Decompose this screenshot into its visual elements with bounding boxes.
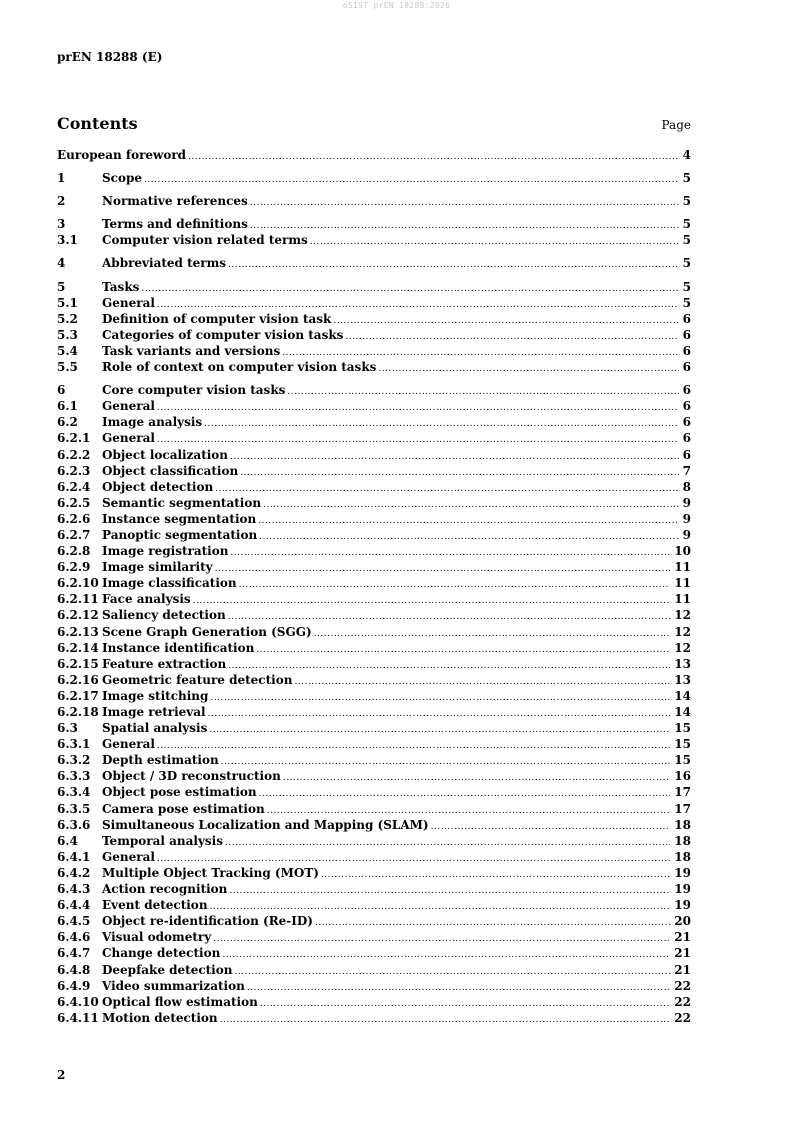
toc-entry-page: 8	[682, 479, 691, 494]
toc-entry[interactable]	[57, 607, 691, 623]
toc-entry[interactable]	[57, 398, 691, 414]
toc-entry-page: 11	[674, 560, 691, 575]
toc-entry-page: 19	[674, 882, 691, 897]
toc-entry-page: 13	[674, 656, 691, 671]
toc-entry[interactable]	[57, 704, 691, 720]
toc-entry-number: 6.2.2	[57, 447, 91, 462]
toc-entry-number: 6.4.3	[57, 882, 91, 897]
toc-entry-title: Instance segmentation	[102, 511, 257, 526]
toc-entry[interactable]	[57, 720, 691, 736]
toc-entry[interactable]	[57, 311, 691, 327]
contents-heading: Contents	[57, 114, 138, 133]
toc-entry-title: Simultaneous Localization and Mapping (SLAM)	[102, 817, 429, 832]
toc-entry[interactable]	[57, 447, 691, 463]
toc-entry-title: Image stitching	[102, 688, 209, 703]
toc-entry-title: Image registration	[102, 544, 229, 559]
toc-entry-page: 6	[682, 360, 691, 375]
toc-entry-page: 6	[682, 383, 691, 398]
toc-entry-page: 9	[682, 511, 691, 526]
toc-entry[interactable]	[57, 768, 691, 784]
toc-entry-title: Change detection	[102, 946, 221, 961]
toc-entry-title: Image retrieval	[102, 705, 206, 719]
toc-entry-page: 10	[674, 544, 691, 559]
dot-leader	[220, 1012, 671, 1028]
toc-entry-page: 5	[682, 217, 691, 232]
toc-entry-title: Event detection	[102, 898, 208, 913]
toc-entry-page: 20	[674, 914, 691, 929]
toc-entry[interactable]	[57, 343, 691, 359]
toc-entry-number: 6.4.9	[57, 978, 91, 993]
toc-entry-page: 17	[674, 801, 691, 816]
toc-entry-title: Image classification	[102, 576, 237, 591]
toc-entry-number: 6.4.2	[57, 865, 91, 880]
toc-entry-title: General	[102, 295, 155, 310]
toc-entry-number: 6.2.7	[57, 527, 91, 542]
toc-entry-page: 6	[682, 447, 691, 462]
toc-entry-title: Visual odometry	[102, 930, 212, 945]
toc-entry[interactable]	[57, 430, 691, 446]
toc-entry-number: 6.1	[57, 399, 78, 414]
toc-entry-page: 16	[674, 769, 691, 784]
toc-entry-number: 6.4.11	[57, 1010, 99, 1025]
toc-entry-number: 6.3	[57, 721, 78, 736]
toc-entry-title: Scene Graph Generation (SGG)	[102, 624, 312, 639]
toc-entry-page: 21	[674, 962, 691, 977]
toc-entry-page: 12	[674, 640, 691, 655]
toc-entry-title: Multiple Object Tracking (MOT)	[102, 865, 319, 880]
toc-entry[interactable]	[57, 817, 691, 833]
toc-entry[interactable]	[57, 897, 691, 913]
dot-leader	[310, 234, 679, 250]
toc-entry[interactable]	[57, 527, 691, 543]
toc-entry[interactable]	[57, 479, 691, 495]
toc-entry-page: 18	[674, 817, 691, 832]
toc-entry-page: 21	[674, 930, 691, 945]
toc-entry-number: 6.3.3	[57, 769, 91, 784]
toc-entry-title: Object pose estimation	[102, 785, 257, 800]
toc-entry[interactable]	[57, 752, 691, 768]
toc-entry-number: 6.2.10	[57, 576, 99, 591]
toc-entry-page: 5	[682, 279, 691, 294]
toc-entry-title: Object detection	[102, 479, 214, 494]
toc-entry-page: 4	[682, 148, 691, 162]
toc-entry-page: 15	[674, 737, 691, 752]
toc-entry[interactable]	[57, 640, 691, 656]
toc-entry-number: 6.2.9	[57, 560, 91, 575]
dot-leader	[250, 195, 679, 211]
toc-entry[interactable]	[57, 688, 691, 704]
toc-entry[interactable]	[57, 359, 691, 375]
dot-leader	[228, 257, 679, 273]
toc-entry-title: Depth estimation	[102, 753, 219, 768]
toc-entry-page: 18	[674, 849, 691, 864]
page-column-label: Page	[661, 118, 691, 132]
toc-entry-number: 6.2.15	[57, 656, 99, 671]
toc-entry-page: 14	[674, 688, 691, 703]
toc-entry-number: 6.2.6	[57, 511, 91, 526]
toc-entry[interactable]	[57, 672, 691, 688]
toc-entry[interactable]	[57, 849, 691, 865]
toc-entry-number: 6.4.7	[57, 946, 91, 961]
toc-entry[interactable]	[57, 543, 691, 559]
toc-entry-number: 6.4.10	[57, 994, 99, 1009]
toc-entry-number: 1	[57, 171, 66, 186]
page-number: 2	[57, 1068, 66, 1082]
toc-entry-page: 6	[682, 327, 691, 342]
toc-entry-title: Panoptic segmentation	[102, 527, 258, 542]
toc-entry-title: General	[102, 431, 155, 446]
toc-entry[interactable]	[57, 463, 691, 479]
toc-entry[interactable]	[57, 945, 691, 961]
toc-entry-number: 5	[57, 279, 66, 294]
toc-entry[interactable]	[57, 327, 691, 343]
toc-entry-title: Deepfake detection	[102, 962, 233, 977]
toc-entry-number: 6.4	[57, 833, 78, 848]
toc-entry-title: General	[102, 849, 155, 864]
toc-entry-number: 6.2.3	[57, 463, 91, 478]
toc-entry-page: 11	[674, 592, 691, 607]
toc-entry[interactable]	[57, 170, 691, 186]
toc-entry-page: 12	[674, 608, 691, 623]
toc-entry-title: Action recognition	[102, 882, 228, 897]
toc-entry-number: 6.4.6	[57, 930, 91, 945]
toc-entry-number: 4	[57, 256, 66, 271]
toc-entry[interactable]	[57, 833, 691, 849]
toc-entry-title: Role of context on computer vision tasks	[102, 360, 377, 375]
toc-entry[interactable]	[57, 784, 691, 800]
toc-entry-title: European foreword	[57, 148, 187, 162]
dot-leader	[144, 172, 679, 188]
toc-entry-page: 15	[674, 753, 691, 768]
toc-entry-title: Computer vision related terms	[102, 233, 308, 248]
toc-entry-title: Scope	[102, 171, 143, 186]
toc-entry-page: 5	[682, 194, 691, 209]
toc-entry[interactable]	[57, 255, 691, 271]
toc-entry[interactable]	[57, 994, 691, 1010]
toc-entry[interactable]	[57, 656, 691, 672]
toc-entry-number: 5.1	[57, 295, 78, 310]
toc-entry-title: General	[102, 399, 155, 414]
document-identifier: prEN 18288 (E)	[57, 50, 163, 64]
toc-entry-title: Feature extraction	[102, 656, 227, 671]
toc-entry[interactable]	[57, 1010, 691, 1026]
toc-entry-number: 6.2.16	[57, 672, 99, 687]
toc-entry-page: 6	[682, 311, 691, 326]
toc-entry-page: 19	[674, 898, 691, 913]
toc-entry-page: 6	[682, 399, 691, 414]
toc-entry[interactable]	[57, 736, 691, 752]
toc-entry-page: 9	[682, 527, 691, 542]
toc-entry[interactable]	[57, 382, 691, 398]
toc-entry-number: 6.2.12	[57, 608, 99, 623]
toc-entry-title: Motion detection	[102, 1010, 218, 1025]
toc-entry-number: 6.2.11	[57, 592, 99, 607]
toc-entry-title: Task variants and versions	[102, 343, 281, 358]
toc-entry[interactable]	[57, 147, 691, 163]
toc-entry-number: 5.2	[57, 311, 78, 326]
toc-entry-title: Categories of computer vision tasks	[102, 327, 344, 342]
toc-entry[interactable]	[57, 865, 691, 881]
toc-entry-title: Instance identification	[102, 640, 255, 655]
toc-entry-page: 5	[682, 295, 691, 310]
toc-entry-title: Temporal analysis	[102, 833, 223, 848]
dot-leader	[378, 361, 678, 377]
toc-entry-title: Normative references	[102, 194, 248, 209]
toc-entry-title: Saliency detection	[102, 608, 226, 623]
toc-entry-page: 13	[674, 672, 691, 687]
toc-entry[interactable]	[57, 511, 691, 527]
toc-entry-number: 5.4	[57, 343, 78, 358]
toc-entry-number: 6.4.5	[57, 914, 91, 929]
toc-entry-title: Object / 3D reconstruction	[102, 769, 281, 784]
toc-entry-number: 6.2	[57, 415, 78, 430]
toc-entry[interactable]	[57, 801, 691, 817]
toc-entry-title: Image similarity	[102, 560, 213, 575]
toc-entry-number: 6.2.1	[57, 431, 91, 446]
toc-entry-page: 15	[674, 721, 691, 736]
toc-entry-number: 5.3	[57, 327, 78, 342]
toc-entry-number: 6.4.8	[57, 962, 91, 977]
toc-entry-number: 6.3.2	[57, 753, 91, 768]
toc-entry[interactable]	[57, 495, 691, 511]
toc-entry-page: 22	[674, 994, 691, 1009]
toc-entry-page: 14	[674, 705, 691, 719]
toc-entry[interactable]	[57, 193, 691, 209]
toc-entry-title: Core computer vision tasks	[102, 383, 286, 398]
toc-entry[interactable]	[57, 295, 691, 311]
toc-entry-title: Image analysis	[102, 415, 203, 430]
toc-entry-number: 6.2.8	[57, 544, 91, 559]
toc-entry-title: Object re-identification (Re-ID)	[102, 914, 313, 929]
toc-entry[interactable]	[57, 559, 691, 575]
toc-entry-title: Face analysis	[102, 592, 191, 607]
toc-entry-page: 12	[674, 624, 691, 639]
toc-entry-page: 18	[674, 833, 691, 848]
toc-entry-title: Geometric feature detection	[102, 672, 293, 687]
toc-entry[interactable]	[57, 624, 691, 640]
toc-entry-number: 6	[57, 383, 66, 398]
toc-entry-page: 5	[682, 233, 691, 248]
watermark: oSIST prEN 18288:2026	[342, 1, 451, 10]
toc-entry-title: Object classification	[102, 463, 239, 478]
toc-entry-title: Terms and definitions	[102, 217, 248, 232]
toc-entry-title: Optical flow estimation	[102, 994, 258, 1009]
toc-entry-page: 9	[682, 495, 691, 510]
toc-entry[interactable]	[57, 279, 691, 295]
toc-entry-title: Camera pose estimation	[102, 801, 265, 816]
toc-entry-title: Abbreviated terms	[102, 256, 227, 271]
toc-entry-title: Object localization	[102, 447, 229, 462]
toc-entry-number: 6.4.1	[57, 849, 91, 864]
toc-entry-title: Video summarization	[102, 978, 245, 993]
table-of-contents	[57, 147, 691, 1026]
toc-entry-number: 6.2.13	[57, 624, 99, 639]
toc-entry-number: 6.3.6	[57, 817, 91, 832]
toc-entry-number: 6.2.17	[57, 688, 99, 703]
toc-entry[interactable]	[57, 978, 691, 994]
toc-entry-number: 6.3.1	[57, 737, 91, 752]
toc-entry-page: 19	[674, 865, 691, 880]
toc-entry-page: 11	[674, 576, 691, 591]
toc-entry-page: 22	[674, 1010, 691, 1025]
toc-entry[interactable]	[57, 232, 691, 248]
toc-entry-page: 6	[682, 343, 691, 358]
dot-leader	[188, 149, 679, 165]
toc-entry-title: Spatial analysis	[102, 721, 208, 736]
toc-entry-page: 6	[682, 431, 691, 446]
toc-entry-page: 7	[682, 463, 691, 478]
toc-entry[interactable]	[57, 881, 691, 897]
toc-entry-number: 5.5	[57, 360, 78, 375]
toc-entry-title: Tasks	[102, 279, 140, 294]
toc-entry-number: 2	[57, 194, 66, 209]
toc-entry-title: General	[102, 737, 155, 752]
toc-entry-title: Definition of computer vision task	[102, 311, 332, 326]
toc-entry[interactable]	[57, 216, 691, 232]
toc-entry[interactable]	[57, 575, 691, 591]
toc-entry-page: 5	[682, 171, 691, 186]
toc-entry-page: 21	[674, 946, 691, 961]
toc-entry[interactable]	[57, 929, 691, 945]
toc-entry-number: 6.2.14	[57, 640, 99, 655]
toc-entry-number: 6.2.4	[57, 479, 91, 494]
toc-entry-title: Semantic segmentation	[102, 495, 262, 510]
toc-entry-page: 22	[674, 978, 691, 993]
toc-entry-page: 17	[674, 785, 691, 800]
toc-entry[interactable]	[57, 591, 691, 607]
toc-entry[interactable]	[57, 414, 691, 430]
toc-entry[interactable]	[57, 913, 691, 929]
toc-entry-number: 6.4.4	[57, 898, 91, 913]
toc-entry-number: 6.2.18	[57, 705, 99, 719]
toc-entry-number: 3	[57, 217, 66, 232]
toc-entry[interactable]	[57, 962, 691, 978]
toc-entry-page: 5	[682, 256, 691, 271]
toc-entry-number: 3.1	[57, 233, 78, 248]
toc-entry-page: 6	[682, 415, 691, 430]
toc-entry-number: 6.3.5	[57, 801, 91, 816]
toc-entry-number: 6.2.5	[57, 495, 91, 510]
toc-entry-number: 6.3.4	[57, 785, 91, 800]
